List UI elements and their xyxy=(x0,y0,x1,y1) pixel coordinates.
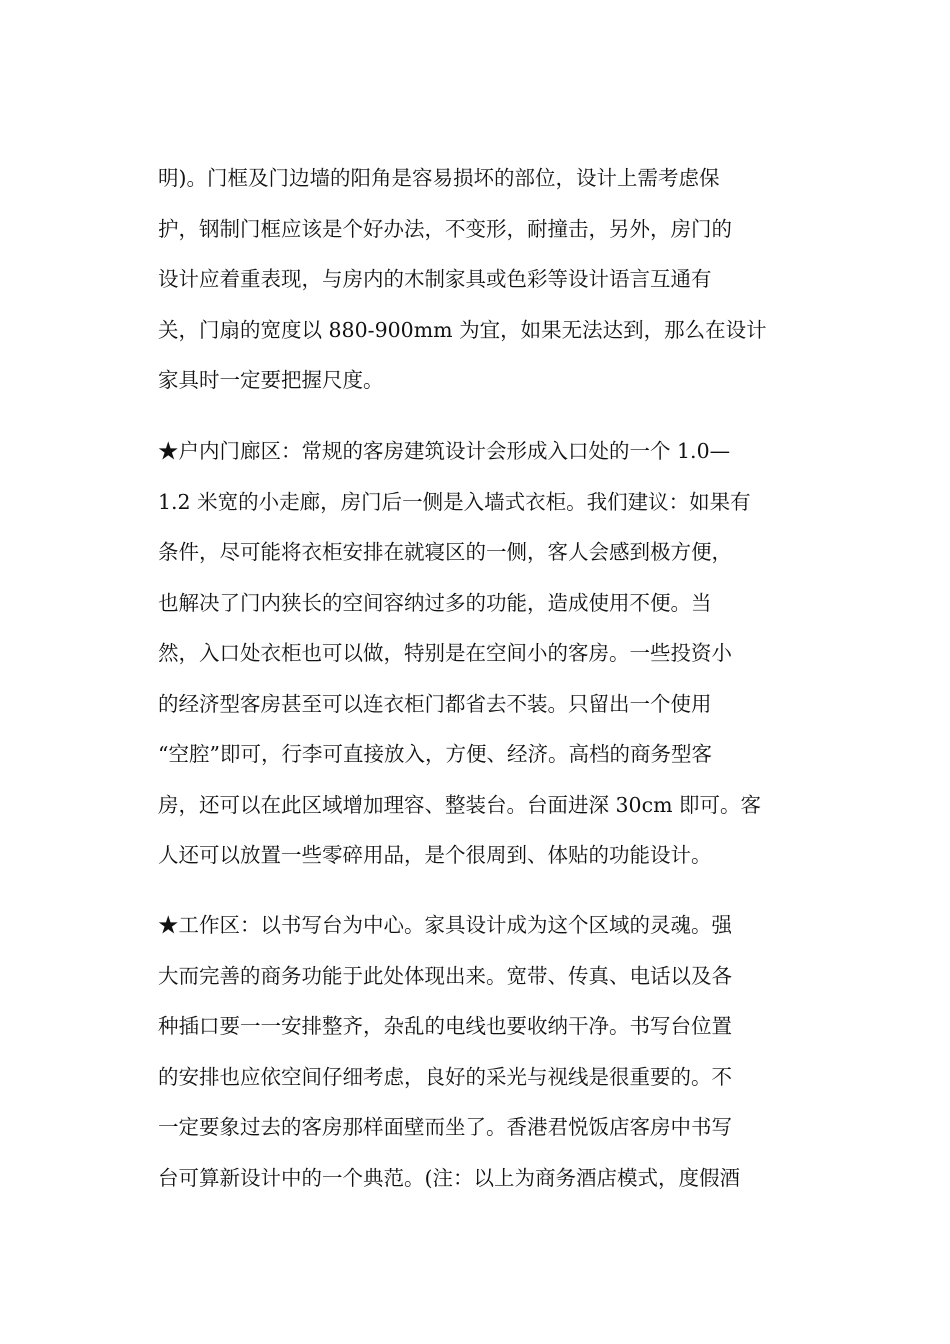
text-line: 大而完善的商务功能于此处体现出来。宽带、传真、电话以及各 xyxy=(158,963,732,988)
text-line: 1.2 米宽的小走廊，房门后一侧是入墙式衣柜。我们建议：如果有 xyxy=(158,489,751,514)
text-line: 也解决了门内狭长的空间容纳过多的功能，造成使用不便。当 xyxy=(158,590,712,615)
text-line: 家具时一定要把握尺度。 xyxy=(158,368,384,392)
text-line: “空腔”即可，行李可直接放入，方便、经济。高档的商务型客 xyxy=(158,742,712,766)
text-line: 条件，尽可能将衣柜安排在就寝区的一侧，客人会感到极方便， xyxy=(158,540,732,564)
text-line: 房，还可以在此区域增加理容、整装台。台面进深 30cm 即可。客 xyxy=(158,792,762,817)
text-line: ★工作区：以书写台为中心。家具设计成为这个区域的灵魂。强 xyxy=(158,913,732,937)
text-line: 的经济型客房甚至可以连衣柜门都省去不装。只留出一个使用 xyxy=(158,691,712,716)
paragraph-work-area xyxy=(158,900,808,1203)
text-line: 种插口要一一安排整齐，杂乱的电线也要收纳干净。书写台位置 xyxy=(158,1014,732,1038)
text-line: 明)。门框及门边墙的阳角是容易损坏的部位，设计上需考虑保 xyxy=(158,166,720,190)
text-line: 一定要象过去的客房那样面壁而坐了。香港君悦饭店客房中书写 xyxy=(158,1115,732,1139)
paragraph-door-frame xyxy=(158,153,808,406)
text-line: 护，钢制门框应该是个好办法，不变形，耐撞击，另外，房门的 xyxy=(158,216,732,241)
text-line: 的安排也应依空间仔细考虑，良好的采光与视线是很重要的。不 xyxy=(158,1064,732,1089)
paragraph-entry-corridor xyxy=(158,426,808,881)
text-line: 人还可以放置一些零碎用品，是个很周到、体贴的功能设计。 xyxy=(158,843,712,867)
text-line: 关，门扇的宽度以 880-900mm 为宜，如果无法达到，那么在设计 xyxy=(158,317,767,342)
text-line: ★户内门廊区：常规的客房建筑设计会形成入口处的一个 1.0— xyxy=(158,439,731,463)
text-line: 设计应着重表现，与房内的木制家具或色彩等设计语言互通有 xyxy=(158,267,712,291)
text-line: 然，入口处衣柜也可以做，特别是在空间小的客房。一些投资小 xyxy=(158,641,732,665)
text-line: 台可算新设计中的一个典范。(注：以上为商务酒店模式，度假酒 xyxy=(158,1165,740,1190)
